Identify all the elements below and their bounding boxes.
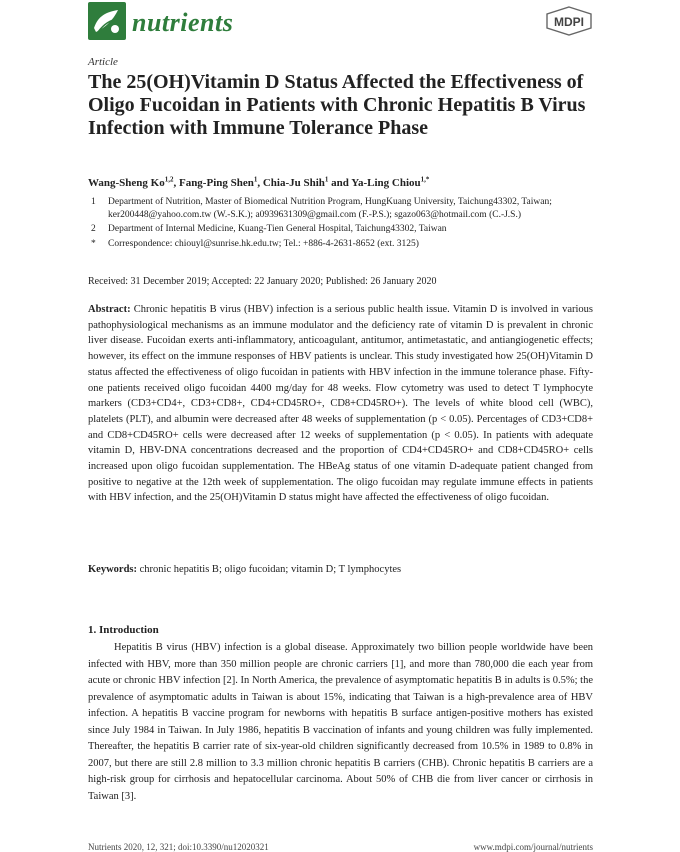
abstract bbox=[88, 302, 593, 506]
author-name: Fang-Ping Shen bbox=[178, 177, 254, 189]
affiliation-mark: 1 bbox=[91, 197, 96, 207]
footer-citation: Nutrients 2020, 12, 321; doi:10.3390/nu12020321 bbox=[88, 842, 269, 852]
abstract-text: Chronic hepatitis B virus (HBV) infection is a serious public health issue. Vitamin D is involved in various pathophysiological mechanisms as an immune modulator and the deficiency rate of vitamin D is prevalent in chronic liver disease. Fucoidan exerts anti-inflammatory, anticoagulant, antitumor, antimetastatic, and antiangiogenetic effects; however, its effect on the immune responses of HBV patients is unclear. This study investigated how 25(OH)Vitamin D status affected the effectiveness of oligo fucoidan in patients with HBV infection in the immune tolerance phase. Fifty-one patients received oligo fucoidan 4400 mg/day for 48 weeks. Flow cytometry was used to detect T lymphocyte markers (CD3+CD4+, CD3+CD8+, CD4+CD45RO+, CD8+CD45RO+). The levels of white blood cell (WBC), platelets (PLT), and albumin were decreased after 48 weeks of supplementation (p < 0.05). Percentages of CD3+CD8+ and CD8+CD45RO+ cells were decreased after 12 weeks of supplementation (p < 0.05). In patients with adequate vitamin D, HBV-DNA concentrations decreased and the proportion of CD4+CD45RO+ and CD8+CD45RO+ cells increased upon oligo fucoidan supplementation. The HBeAg status of one vitamin D-adequate patient changed from positive to negative at the 12th week of supplementation. The oligo fucoidan may regulate immune effects in patients with HBV infection, and the 25(OH)Vitamin D status might have affected the effectiveness of oligo fucoidan. bbox=[88, 304, 593, 504]
keywords-label: Keywords: bbox=[88, 564, 137, 575]
author-affiliation-mark: 1,* bbox=[420, 175, 430, 184]
author-name: Ya-Ling Chiou bbox=[351, 177, 421, 189]
affiliation-mark: * bbox=[91, 238, 96, 249]
author-list: Wang-Sheng Ko$^{1,2}$, Fang-Ping Shen$^1$, Chia-Ju Shih$^1$ and Ya-Ling Chiou$^{1,*}$ bbox=[88, 175, 430, 189]
publication-dates: Received: 31 December 2019; Accepted: 22 January 2020; Published: 26 January 2020 bbox=[88, 276, 437, 287]
page-footer bbox=[88, 842, 593, 852]
section-title: 1. Introduction bbox=[88, 624, 159, 636]
article-type: Article bbox=[88, 56, 118, 68]
author-affiliation-mark: 1 bbox=[324, 175, 329, 184]
author-affiliation-mark: 1 bbox=[253, 175, 258, 184]
affiliation-mark: 2 bbox=[91, 224, 96, 234]
publisher-name: MDPI bbox=[554, 15, 584, 29]
journal-logo-icon bbox=[88, 2, 126, 40]
keywords-text: chronic hepatitis B; oligo fucoidan; vitamin D; T lymphocytes bbox=[139, 564, 402, 575]
affiliation-item bbox=[88, 223, 558, 236]
footer-journal-link[interactable]: www.mdpi.com/journal/nutrients bbox=[473, 842, 593, 852]
abstract-label: Abstract: bbox=[88, 304, 131, 315]
journal-name: nutrients bbox=[132, 8, 234, 37]
author-name: Chia-Ju Shih bbox=[262, 177, 325, 189]
author-affiliation-mark: 1,2 bbox=[164, 175, 174, 184]
author-name: Wang-Sheng Ko bbox=[88, 177, 165, 189]
affiliation-text: Department of Nutrition, Master of Biomedical Nutrition Program, HungKuang University, Taichung43302, Taiwan; ker200448@yahoo.com.tw (W.-S.K.); a0939631309@gmail.com (F.-P.S.); sgazo063@hotmail.com (C.-J.S.) bbox=[108, 197, 552, 220]
correspondence-item bbox=[88, 238, 558, 251]
affiliation-text: Department of Internal Medicine, Kuang-Tien General Hospital, Taichung43302, Taiwan bbox=[108, 224, 447, 234]
affiliation-list bbox=[88, 196, 558, 252]
introduction-paragraph: Hepatitis B virus (HBV) infection is a global disease. Approximately two billion people worldwide have been infected with HBV, more than 350 million people are chronic carriers [1], and more than 780,000 die each year from acute or chronic HBV infection [2]. In North America, the prevalence of asymptomatic hepatitis B in adults is 0.5%; the prevalence of asymptomatic adults in Taiwan is about 15%, indicating that Taiwan is a high-prevalence area of HBV infection. A hepatitis B vaccine program for newborns with hepatitis B surface antigen-positive mothers has existed since July 1984 in Taiwan. In July 1986, hepatitis B vaccination of infants and young children was fully implemented. Thereafter, the hepatitis B carrier rate of six-year-old children significantly decreased from 10.5% in 1989 to 0.8% in 2007, but there are still 2.8 million to 3.3 million chronic hepatitis B carriers (CHB). Chronic hepatitis B carriers are a high-risk group for cirrhosis and hepatocellular carcinoma. About 50% of CHB die from liver cancer or cirrhosis in Taiwan [3]. bbox=[88, 642, 593, 802]
keywords bbox=[88, 564, 593, 575]
mdpi-logo-icon bbox=[544, 6, 594, 36]
affiliation-item bbox=[88, 196, 558, 221]
journal-header bbox=[88, 2, 594, 46]
correspondence-text: Correspondence: chiouyl@sunrise.hk.edu.tw; Tel.: +886-4-2631-8652 (ext. 3125) bbox=[108, 238, 419, 249]
article-title: The 25(OH)Vitamin D Status Affected the Effectiveness of Oligo Fucoidan in Patients with Chronic Hepatitis B Virus Infection with Immune Tolerance Phase bbox=[88, 71, 586, 139]
